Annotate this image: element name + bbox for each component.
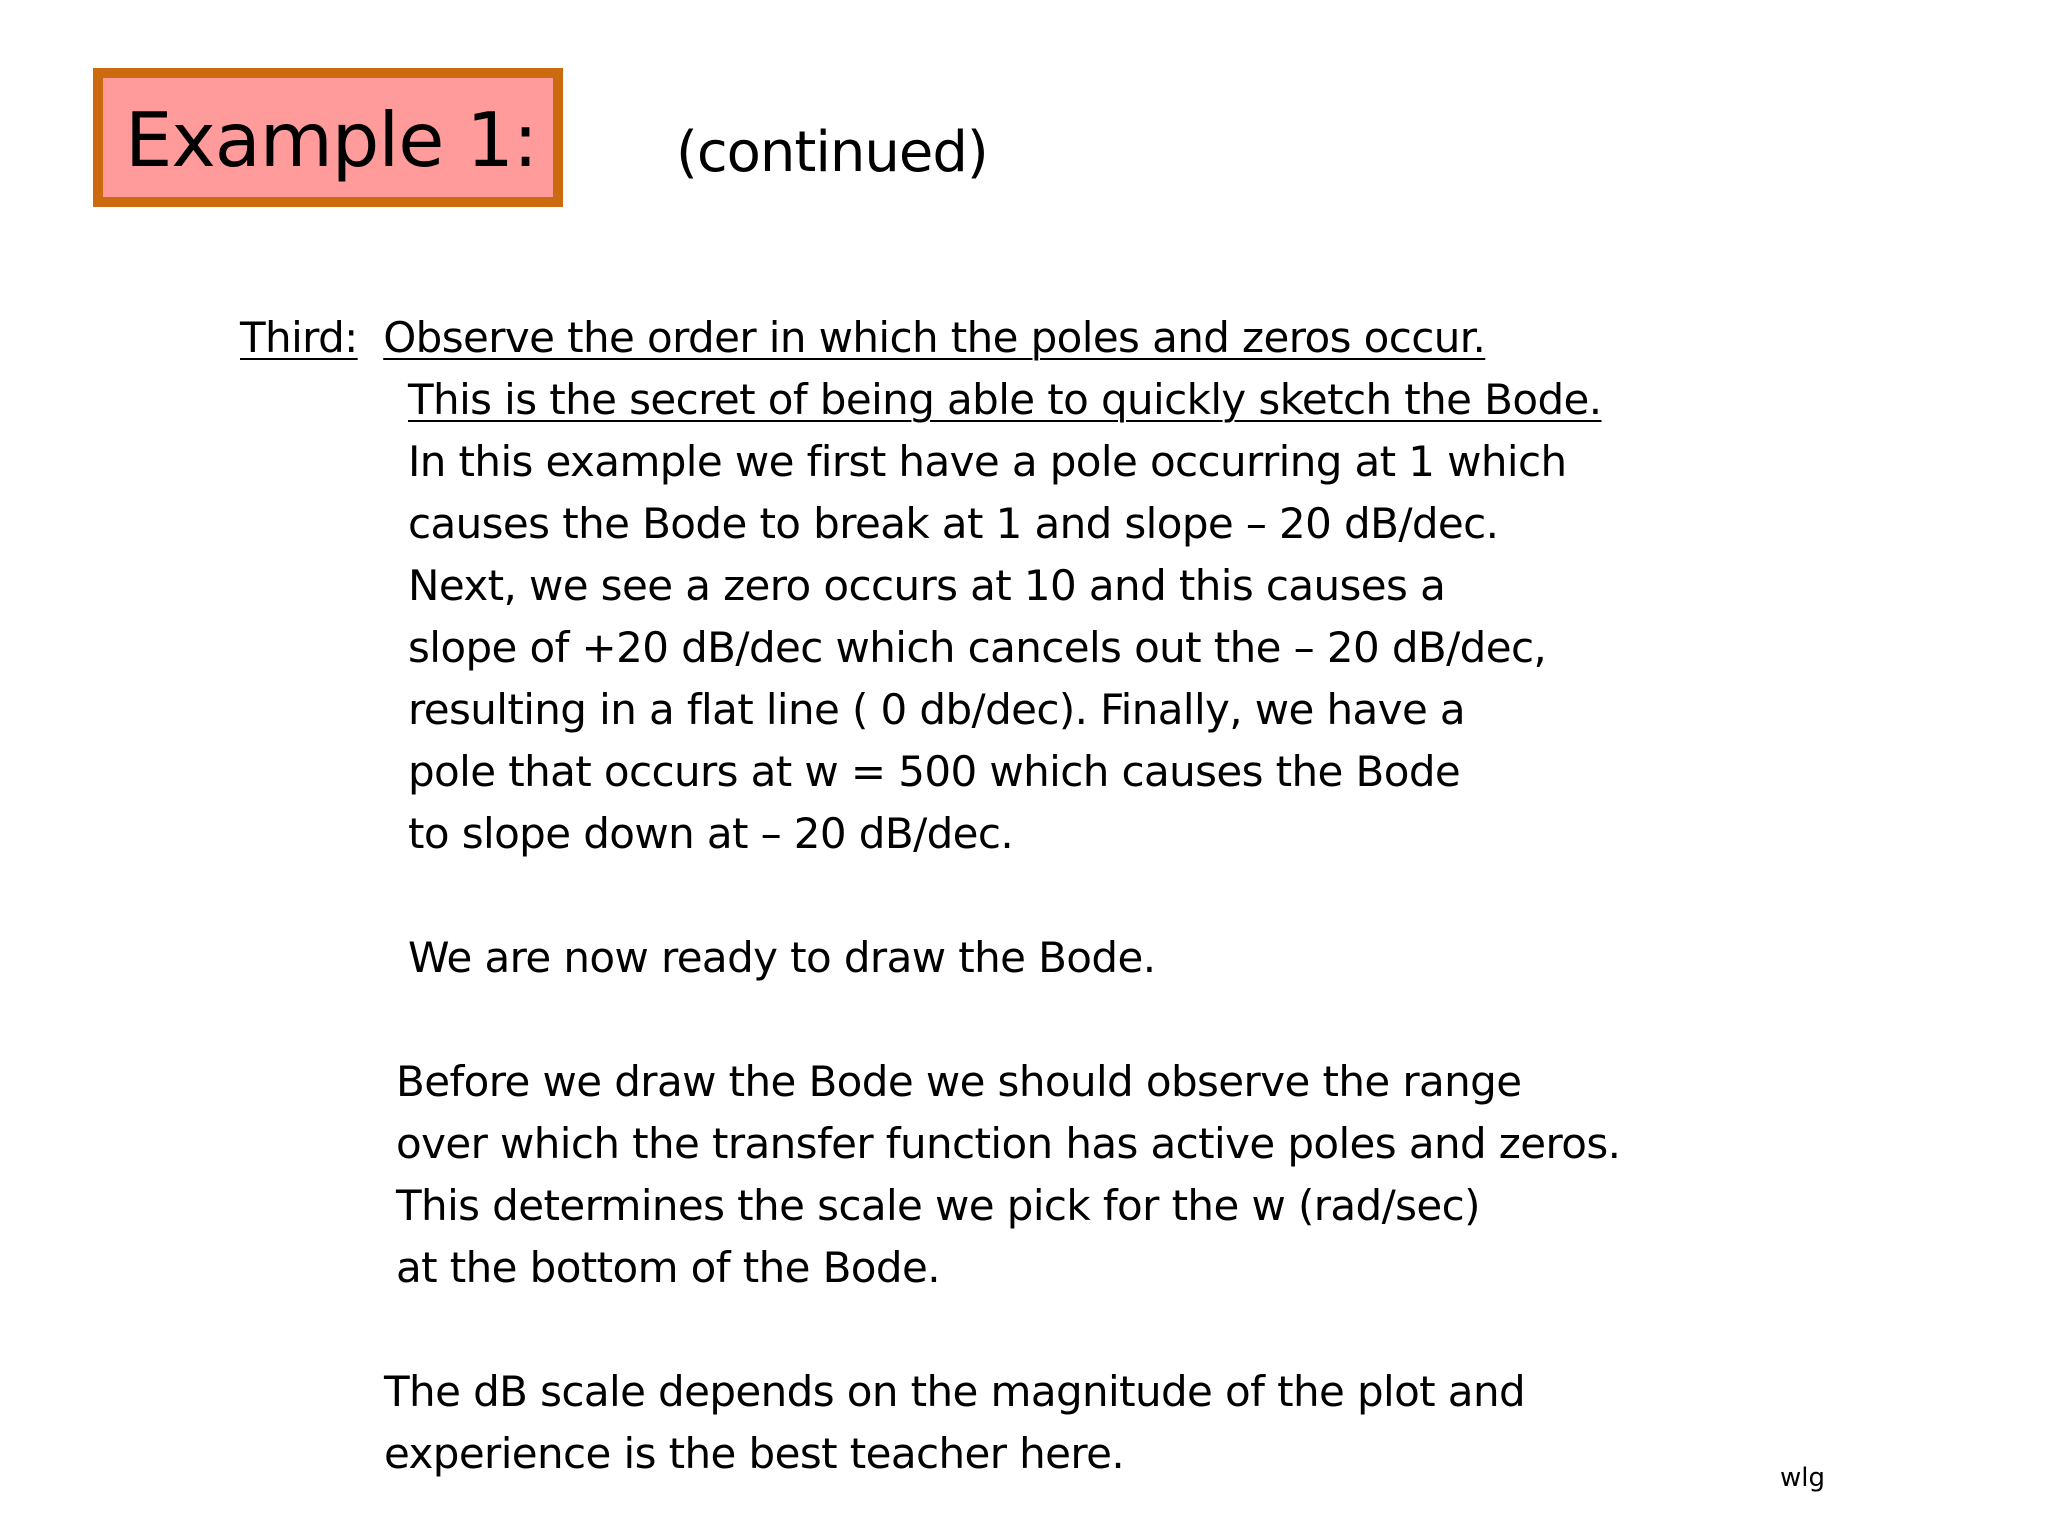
third-heading-text-1: Observe the order in which the poles and zeros occur.	[383, 313, 1486, 362]
range-paragraph-line: at the bottom of the Bode.	[396, 1243, 940, 1292]
third-label: Third:	[240, 313, 358, 362]
ready-statement: We are now ready to draw the Bode.	[408, 933, 1156, 982]
third-body-line: causes the Bode to break at 1 and slope – 20 dB/dec.	[408, 499, 1499, 548]
slide-subtitle: (continued)	[676, 120, 988, 185]
slide-title: Example 1:	[125, 96, 538, 184]
third-heading-line1	[240, 312, 1485, 364]
range-paragraph-line: Before we draw the Bode we should observe the range	[396, 1057, 1522, 1106]
third-body-line: resulting in a flat line ( 0 db/dec). Finally, we have a	[408, 685, 1466, 734]
title-box	[93, 68, 563, 207]
range-paragraph-line: over which the transfer function has active poles and zeros.	[396, 1119, 1621, 1168]
third-body-line: Next, we see a zero occurs at 10 and this causes a	[408, 561, 1446, 610]
third-heading-line2: This is the secret of being able to quickly sketch the Bode.	[408, 375, 1602, 424]
db-paragraph-line: experience is the best teacher here.	[384, 1429, 1125, 1478]
third-body-line: In this example we first have a pole occurring at 1 which	[408, 437, 1567, 486]
third-body-line: to slope down at – 20 dB/dec.	[408, 809, 1014, 858]
third-body-line: slope of +20 dB/dec which cancels out the – 20 dB/dec,	[408, 623, 1547, 672]
range-paragraph-line: This determines the scale we pick for the w (rad/sec)	[396, 1181, 1480, 1230]
footer-initials: wlg	[1780, 1463, 1825, 1493]
db-paragraph-line: The dB scale depends on the magnitude of the plot and	[384, 1367, 1526, 1416]
third-body-line: pole that occurs at w = 500 which causes the Bode	[408, 747, 1461, 796]
